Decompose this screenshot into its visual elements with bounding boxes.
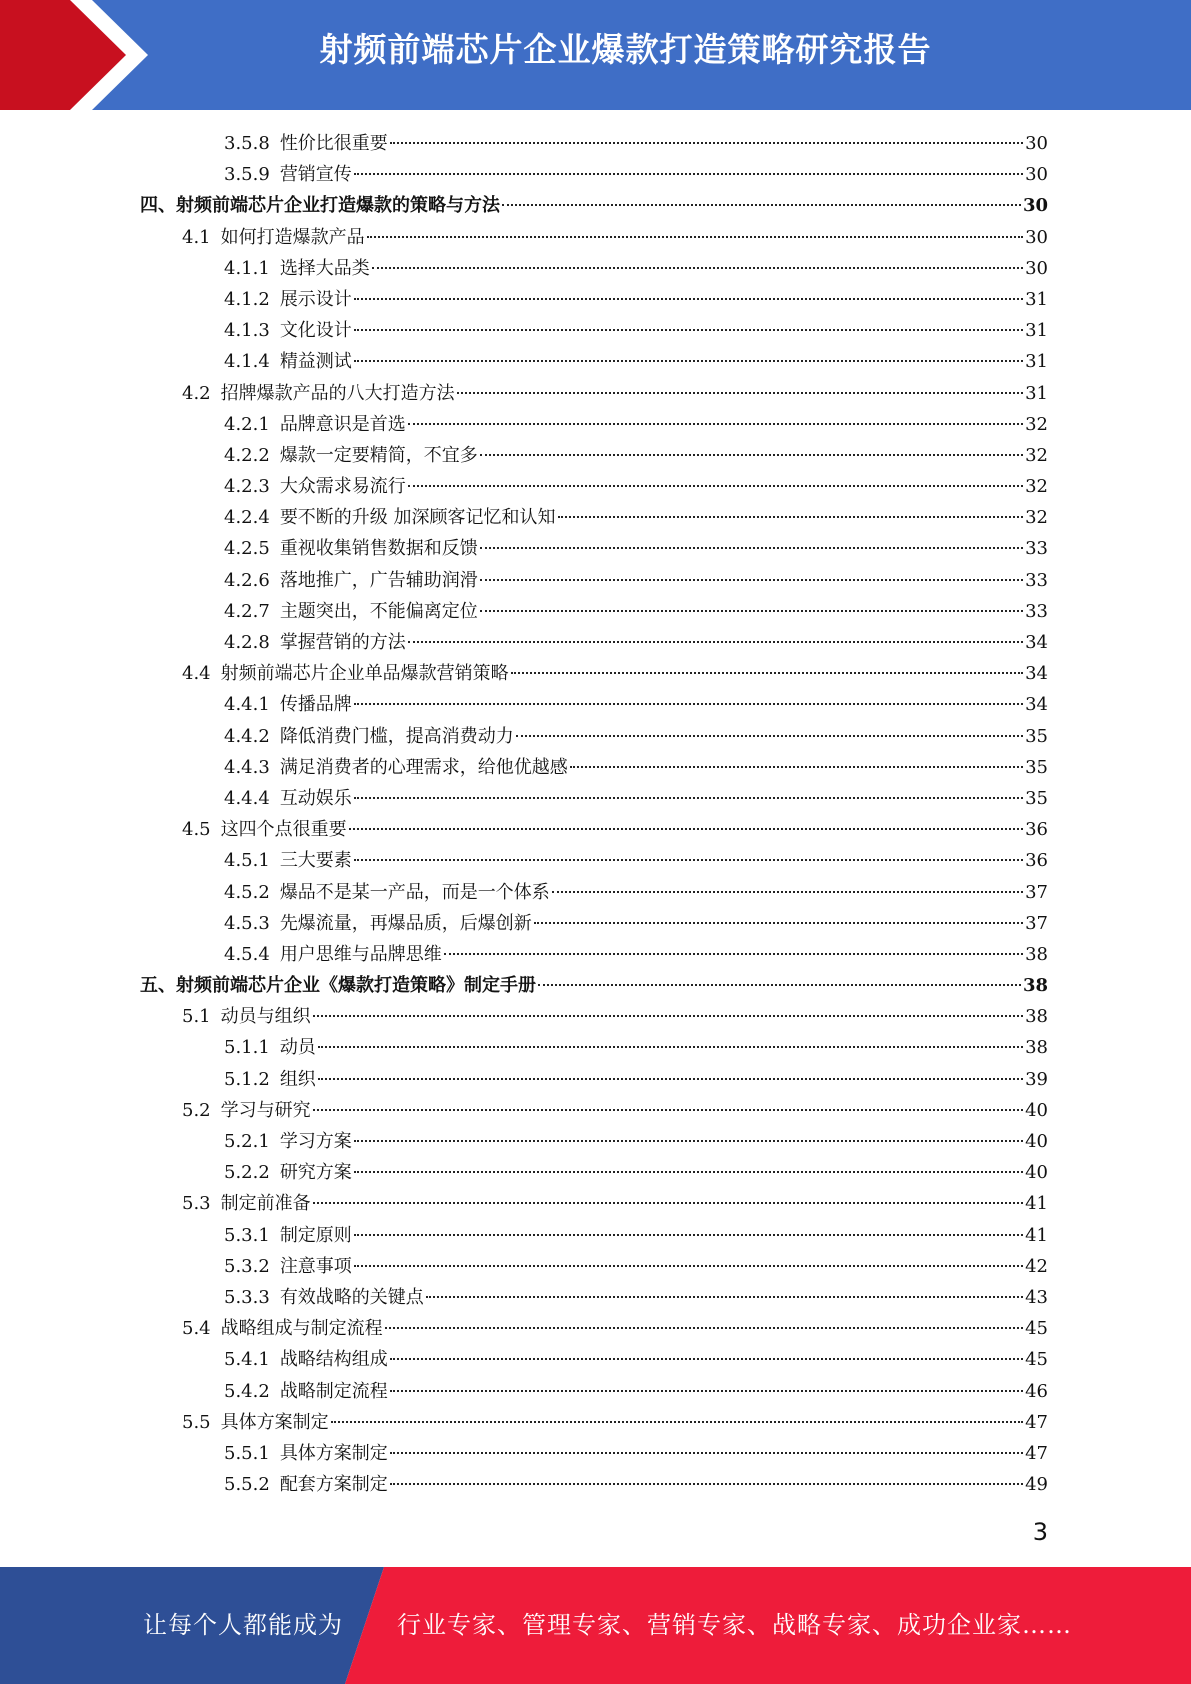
toc-entry-number: 5.5.2 (224, 1474, 270, 1496)
page-footer (0, 1567, 1191, 1684)
toc-entry-title: 满足消费者的心理需求，给他优越感 (279, 756, 568, 778)
toc-entry-number: 4.1.1 (224, 257, 270, 279)
toc-entry-number: 4.5.4 (224, 943, 270, 965)
toc-entry-page: 30 (1025, 257, 1048, 279)
toc-entry-page: 33 (1025, 538, 1048, 560)
toc-entry-title: 如何打造爆款产品 (220, 226, 365, 248)
toc-dot-leader (318, 1046, 1023, 1048)
toc-entry[interactable] (140, 752, 1048, 783)
toc-entry-title: 具体方案制定 (220, 1411, 329, 1433)
toc-entry-number: 4.2.7 (224, 600, 270, 622)
toc-entry-number: 5.4.2 (224, 1380, 270, 1402)
toc-entry-page: 43 (1025, 1286, 1048, 1308)
toc-entry-page: 31 (1025, 351, 1048, 373)
toc-entry-page: 31 (1025, 382, 1048, 404)
toc-dot-leader (367, 236, 1023, 238)
toc-entry-number: 3.5.8 (224, 133, 270, 154)
table-of-contents (140, 128, 1048, 1500)
toc-entry-number: 5.4.1 (224, 1349, 270, 1371)
toc-entry-title: 主题突出，不能偏离定位 (279, 600, 478, 622)
toc-entry-title: 文化设计 (279, 320, 352, 342)
footer-experts-list: 行业专家、管理专家、营销专家、战略专家、成功企业家…… (397, 1611, 1072, 1639)
toc-entry-number: 4.1.4 (224, 351, 270, 373)
toc-dot-leader (480, 579, 1023, 581)
toc-entry-page: 32 (1025, 507, 1048, 529)
toc-entry-title: 品牌意识是首选 (279, 413, 406, 435)
toc-entry-number: 5.1.1 (224, 1037, 270, 1059)
toc-entry-number: 5.3.2 (224, 1255, 270, 1277)
toc-entry[interactable] (140, 721, 1048, 752)
toc-entry-page: 40 (1025, 1131, 1048, 1152)
toc-dot-leader (408, 641, 1023, 643)
toc-entry-number: 5.5.1 (224, 1442, 270, 1464)
toc-entry-page: 35 (1025, 725, 1048, 747)
toc-entry-number: 4.4.1 (224, 694, 270, 716)
toc-entry-title: 招牌爆款产品的八大打造方法 (220, 382, 455, 404)
toc-entry-title: 展示设计 (279, 288, 352, 310)
toc-entry-page: 38 (1025, 943, 1048, 965)
toc-entry-title: 四、射频前端芯片企业打造爆款的策略与方法 (140, 195, 500, 217)
toc-entry[interactable] (140, 1001, 1048, 1032)
toc-dot-leader (354, 1140, 1023, 1142)
toc-entry[interactable] (140, 1157, 1048, 1188)
toc-entry-number: 4.5.2 (224, 881, 270, 903)
toc-entry[interactable] (140, 1407, 1048, 1438)
toc-dot-leader (354, 298, 1023, 300)
toc-entry-page: 38 (1022, 975, 1048, 997)
toc-entry[interactable] (140, 877, 1048, 908)
toc-entry-number: 4.1.2 (224, 288, 270, 310)
toc-dot-leader (408, 485, 1023, 487)
toc-entry-number: 5.3.1 (224, 1224, 270, 1246)
toc-dot-leader (354, 797, 1023, 799)
toc-dot-leader (313, 1015, 1023, 1017)
toc-entry-number: 5.1 (182, 1006, 211, 1028)
toc-entry[interactable] (140, 1032, 1048, 1063)
toc-dot-leader (354, 173, 1023, 175)
toc-entry[interactable] (140, 471, 1048, 502)
toc-entry-title: 战略结构组成 (279, 1349, 388, 1371)
toc-entry[interactable] (140, 346, 1048, 377)
toc-entry-title: 动员与组织 (220, 1006, 311, 1028)
toc-entry[interactable] (140, 502, 1048, 533)
toc-entry-page: 31 (1025, 320, 1048, 342)
toc-entry-number: 5.2.2 (224, 1162, 270, 1184)
toc-entry-page: 30 (1025, 133, 1048, 154)
toc-dot-leader (372, 267, 1023, 269)
toc-dot-leader (354, 859, 1023, 861)
toc-entry[interactable] (140, 533, 1048, 564)
toc-entry-page: 37 (1025, 912, 1048, 934)
toc-dot-leader (480, 454, 1023, 456)
toc-dot-leader (444, 953, 1023, 955)
toc-dot-leader (313, 1202, 1023, 1204)
toc-dot-leader (552, 891, 1023, 893)
toc-dot-leader (558, 516, 1024, 518)
toc-entry[interactable] (140, 378, 1048, 409)
toc-entry[interactable] (140, 440, 1048, 471)
toc-entry-page: 33 (1025, 600, 1048, 622)
toc-entry-title: 选择大品类 (279, 257, 370, 279)
toc-entry-number: 5.3.3 (224, 1286, 270, 1308)
toc-entry[interactable] (140, 1469, 1048, 1500)
toc-entry-title: 三大要素 (279, 850, 352, 872)
toc-entry-page: 32 (1025, 413, 1048, 435)
toc-entry-page: 34 (1025, 663, 1048, 685)
toc-entry-page: 32 (1025, 444, 1048, 466)
toc-entry-title: 战略组成与制定流程 (220, 1318, 383, 1340)
toc-entry[interactable] (140, 1251, 1048, 1282)
toc-entry[interactable] (140, 689, 1048, 720)
toc-entry-page: 47 (1025, 1411, 1048, 1433)
toc-dot-leader (457, 392, 1023, 394)
toc-entry-page: 40 (1025, 1099, 1048, 1121)
page-header (0, 0, 1191, 110)
toc-entry-title: 注意事项 (279, 1255, 352, 1277)
toc-entry[interactable] (140, 1282, 1048, 1313)
toc-dot-leader (390, 1390, 1023, 1392)
toc-entry-number: 4.4.4 (224, 787, 270, 809)
toc-entry-number: 4.4.3 (224, 756, 270, 778)
toc-entry-page: 35 (1025, 787, 1048, 809)
toc-entry-title: 配套方案制定 (279, 1474, 388, 1496)
toc-entry-page: 32 (1025, 476, 1048, 498)
toc-entry-number: 4.2.8 (224, 632, 270, 653)
toc-entry-number: 4.2.1 (224, 413, 270, 435)
toc-entry-page: 34 (1025, 694, 1048, 716)
toc-entry-page: 35 (1025, 756, 1048, 778)
toc-dot-leader (354, 360, 1023, 362)
toc-entry-title: 爆品不是某一产品，而是一个体系 (279, 881, 550, 903)
toc-entry-title: 学习方案 (279, 1131, 352, 1152)
toc-dot-leader (408, 423, 1023, 425)
toc-entry[interactable] (140, 1095, 1048, 1126)
toc-entry-page: 36 (1025, 819, 1048, 841)
toc-entry[interactable] (140, 128, 1048, 159)
toc-entry-title: 爆款一定要精简，不宜多 (279, 444, 478, 466)
toc-entry-page: 49 (1025, 1474, 1048, 1496)
toc-entry-title: 制定前准备 (220, 1193, 311, 1215)
toc-entry-title: 动员 (279, 1037, 316, 1059)
toc-entry[interactable] (140, 1344, 1048, 1375)
toc-entry-title: 这四个点很重要 (220, 819, 347, 841)
toc-entry[interactable] (140, 596, 1048, 627)
page-number: 3 (1032, 1518, 1048, 1546)
toc-entry-page: 38 (1025, 1006, 1048, 1028)
toc-entry[interactable] (140, 190, 1048, 221)
toc-dot-leader (390, 142, 1023, 144)
toc-entry-number: 4.1 (182, 226, 211, 248)
toc-entry-title: 精益测试 (279, 351, 352, 373)
toc-entry-page: 34 (1025, 632, 1048, 653)
toc-dot-leader (390, 1483, 1023, 1485)
header-title: 射频前端芯片企业爆款打造策略研究报告 (319, 30, 932, 69)
toc-entry-page: 36 (1025, 850, 1048, 872)
toc-entry-number: 4.2 (182, 382, 211, 404)
toc-dot-leader (354, 1171, 1023, 1173)
toc-dot-leader (354, 703, 1023, 705)
toc-entry-number: 4.2.3 (224, 476, 270, 498)
toc-entry-number: 3.5.9 (224, 164, 270, 186)
toc-dot-leader (349, 828, 1023, 830)
toc-dot-leader (390, 1358, 1023, 1360)
toc-dot-leader (313, 1109, 1023, 1111)
toc-entry-title: 制定原则 (279, 1224, 352, 1246)
toc-entry-title: 组织 (279, 1068, 316, 1090)
toc-entry-page: 39 (1025, 1068, 1048, 1090)
toc-entry-number: 4.4.2 (224, 725, 270, 747)
toc-entry-title: 重视收集销售数据和反馈 (279, 538, 478, 560)
toc-entry-title: 掌握营销的方法 (279, 632, 406, 653)
toc-entry[interactable] (140, 409, 1048, 440)
toc-entry-number: 5.4 (182, 1318, 211, 1340)
toc-dot-leader (511, 672, 1023, 674)
toc-dot-leader (390, 1452, 1023, 1454)
toc-entry[interactable] (140, 1313, 1048, 1344)
toc-entry-number: 5.3 (182, 1193, 211, 1215)
toc-entry-page: 42 (1025, 1255, 1048, 1277)
toc-entry-number: 4.2.4 (224, 507, 270, 529)
footer-slogan: 让每个人都能成为 (143, 1611, 343, 1639)
toc-dot-leader (354, 1234, 1023, 1236)
toc-entry[interactable] (140, 845, 1048, 876)
toc-entry[interactable] (140, 1188, 1048, 1219)
toc-entry-page: 45 (1025, 1349, 1048, 1371)
toc-entry-number: 4.2.5 (224, 538, 270, 560)
toc-entry-title: 营销宣传 (279, 164, 352, 186)
toc-dot-leader (385, 1327, 1023, 1329)
toc-dot-leader (480, 547, 1023, 549)
toc-entry-page: 41 (1025, 1193, 1048, 1215)
toc-dot-leader (354, 1265, 1023, 1267)
toc-dot-leader (318, 1078, 1023, 1080)
toc-entry-title: 战略制定流程 (279, 1380, 388, 1402)
toc-entry-title: 性价比很重要 (279, 133, 388, 154)
toc-entry[interactable] (140, 1064, 1048, 1095)
toc-entry-title: 要不断的升级 加深顾客记忆和认知 (279, 507, 556, 529)
toc-entry[interactable] (140, 284, 1048, 315)
toc-dot-leader (502, 204, 1021, 206)
toc-dot-leader (516, 735, 1023, 737)
toc-entry[interactable] (140, 1220, 1048, 1251)
toc-entry[interactable] (140, 1376, 1048, 1407)
toc-entry[interactable] (140, 1126, 1048, 1157)
toc-entry-page: 41 (1025, 1224, 1048, 1246)
toc-dot-leader (534, 922, 1023, 924)
toc-entry[interactable] (140, 565, 1048, 596)
toc-entry-title: 五、射频前端芯片企业《爆款打造策略》制定手册 (140, 975, 536, 997)
toc-entry-title: 先爆流量，再爆品质，后爆创新 (279, 912, 532, 934)
toc-entry[interactable] (140, 783, 1048, 814)
toc-entry-page: 33 (1025, 569, 1048, 591)
toc-entry-number: 5.1.2 (224, 1068, 270, 1090)
toc-entry-title: 大众需求易流行 (279, 476, 406, 498)
toc-entry-number: 5.2 (182, 1099, 211, 1121)
toc-entry-title: 用户思维与品牌思维 (279, 943, 442, 965)
toc-entry-title: 有效战略的关键点 (279, 1286, 424, 1308)
toc-entry[interactable] (140, 253, 1048, 284)
toc-dot-leader (480, 610, 1023, 612)
toc-entry-number: 4.4 (182, 663, 211, 685)
toc-entry-number: 4.5.1 (224, 850, 270, 872)
toc-entry[interactable] (140, 627, 1048, 658)
toc-dot-leader (354, 329, 1023, 331)
toc-entry-page: 38 (1025, 1037, 1048, 1059)
toc-entry-number: 5.2.1 (224, 1131, 270, 1152)
toc-entry-title: 传播品牌 (279, 694, 352, 716)
toc-dot-leader (570, 766, 1023, 768)
toc-entry[interactable] (140, 970, 1048, 1001)
toc-entry-page: 47 (1025, 1442, 1048, 1464)
toc-entry-title: 降低消费门槛，提高消费动力 (279, 725, 514, 747)
toc-entry[interactable] (140, 908, 1048, 939)
toc-entry-title: 互动娱乐 (279, 787, 352, 809)
toc-entry-number: 4.2.6 (224, 569, 270, 591)
toc-entry[interactable] (140, 658, 1048, 689)
toc-entry-number: 4.2.2 (224, 444, 270, 466)
toc-entry-title: 研究方案 (279, 1162, 352, 1184)
toc-dot-leader (426, 1296, 1023, 1298)
toc-entry[interactable] (140, 1438, 1048, 1469)
toc-entry-number: 5.5 (182, 1411, 211, 1433)
toc-entry-title: 学习与研究 (220, 1099, 311, 1121)
toc-entry[interactable] (140, 939, 1048, 970)
toc-entry[interactable] (140, 315, 1048, 346)
toc-entry-number: 4.5 (182, 819, 211, 841)
toc-entry-title: 落地推广，广告辅助润滑 (279, 569, 478, 591)
toc-entry-page: 46 (1025, 1380, 1048, 1402)
toc-entry-page: 30 (1022, 195, 1048, 217)
toc-entry-page: 30 (1025, 226, 1048, 248)
toc-entry-page: 37 (1025, 881, 1048, 903)
toc-entry-number: 4.1.3 (224, 320, 270, 342)
toc-entry-number: 4.5.3 (224, 912, 270, 934)
toc-dot-leader (331, 1421, 1023, 1423)
toc-entry-title: 具体方案制定 (279, 1442, 388, 1464)
toc-entry[interactable] (140, 814, 1048, 845)
toc-entry[interactable] (140, 222, 1048, 253)
toc-entry-title: 射频前端芯片企业单品爆款营销策略 (220, 663, 509, 685)
toc-entry-page: 30 (1025, 164, 1048, 186)
toc-dot-leader (538, 984, 1021, 986)
toc-entry-page: 31 (1025, 288, 1048, 310)
toc-entry-page: 45 (1025, 1318, 1048, 1340)
toc-entry[interactable] (140, 159, 1048, 190)
toc-entry-page: 40 (1025, 1162, 1048, 1184)
